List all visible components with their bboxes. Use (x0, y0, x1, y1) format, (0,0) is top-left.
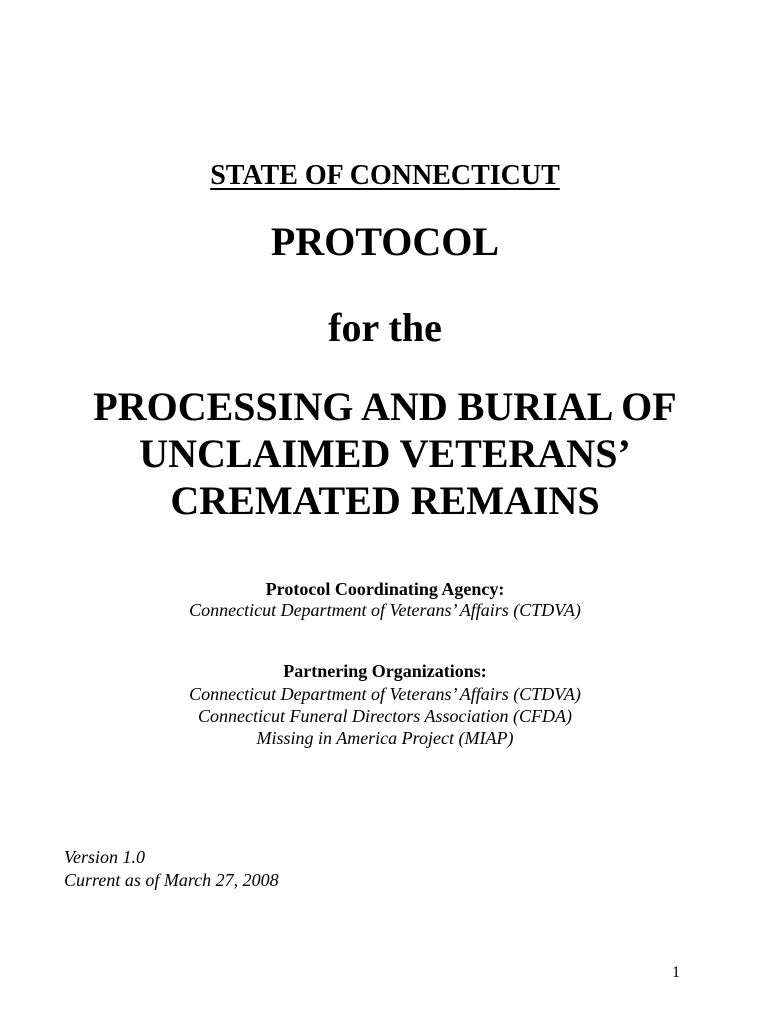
version-label: Version 1.0 (64, 847, 145, 867)
version-block (64, 846, 279, 892)
page-number: 1 (672, 964, 680, 981)
protocol-title: PROTOCOL (270, 219, 500, 264)
partner-organization: Connecticut Funeral Directors Association (CFDA) (198, 706, 572, 726)
coordinating-agency-name: Connecticut Department of Veterans’ Affairs (CTDVA) (189, 600, 581, 620)
partnering-organizations-list (0, 683, 770, 749)
main-title (40, 383, 730, 524)
main-title-line-1: PROCESSING AND BURIAL OF (93, 384, 677, 429)
main-title-line-2: UNCLAIMED VETERANS’ (139, 431, 631, 476)
state-title (0, 156, 770, 196)
current-as-of-date: Current as of March 27, 2008 (64, 870, 279, 890)
partner-organization: Missing in America Project (MIAP) (256, 728, 514, 748)
partner-organization: Connecticut Department of Veterans’ Affairs (CTDVA) (189, 684, 581, 704)
coordinating-agency-heading: Protocol Coordinating Agency: (265, 579, 505, 599)
state-title-text: STATE OF CONNECTICUT (210, 160, 560, 191)
main-title-line-3: CREMATED REMAINS (170, 478, 600, 523)
partnering-organizations-heading: Partnering Organizations: (283, 661, 487, 681)
for-the-heading: for the (328, 305, 442, 350)
